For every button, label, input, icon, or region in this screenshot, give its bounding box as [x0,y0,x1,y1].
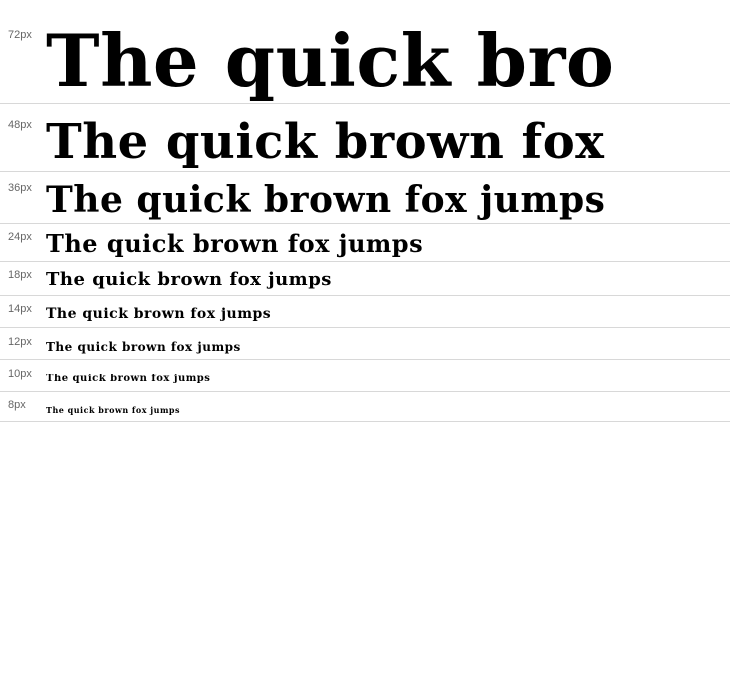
specimen-row [0,224,730,262]
sample-text: The quick brown fox jumps [46,374,211,384]
sample-text: The quick brown fox jumps [46,232,424,258]
size-label: 36px [8,182,32,194]
specimen-row [0,172,730,224]
specimen-row [0,328,730,360]
sample-text: The quick bro [46,25,615,103]
specimen-row [0,360,730,392]
size-label: 48px [8,119,32,131]
size-label: 12px [8,336,32,348]
size-label: 14px [8,303,32,315]
sample-text: The quick brown fox jumps [46,307,272,322]
size-label: 18px [8,269,32,281]
specimen-row [0,262,730,296]
size-label: 10px [8,368,32,380]
specimen-row [0,0,730,104]
specimen-row [0,104,730,172]
sample-text: The quick brown fox jumps [46,182,606,221]
size-label: 8px [8,399,26,411]
size-label: 72px [8,29,32,41]
sample-text: The quick brown fox jumps [46,271,332,290]
size-label: 24px [8,231,32,243]
sample-text: The quick brown fox jumps [46,406,181,415]
specimen-row [0,392,730,422]
sample-text: The quick brown fox [46,118,605,170]
sample-text: The quick brown fox jumps [46,341,241,354]
specimen-row [0,296,730,328]
